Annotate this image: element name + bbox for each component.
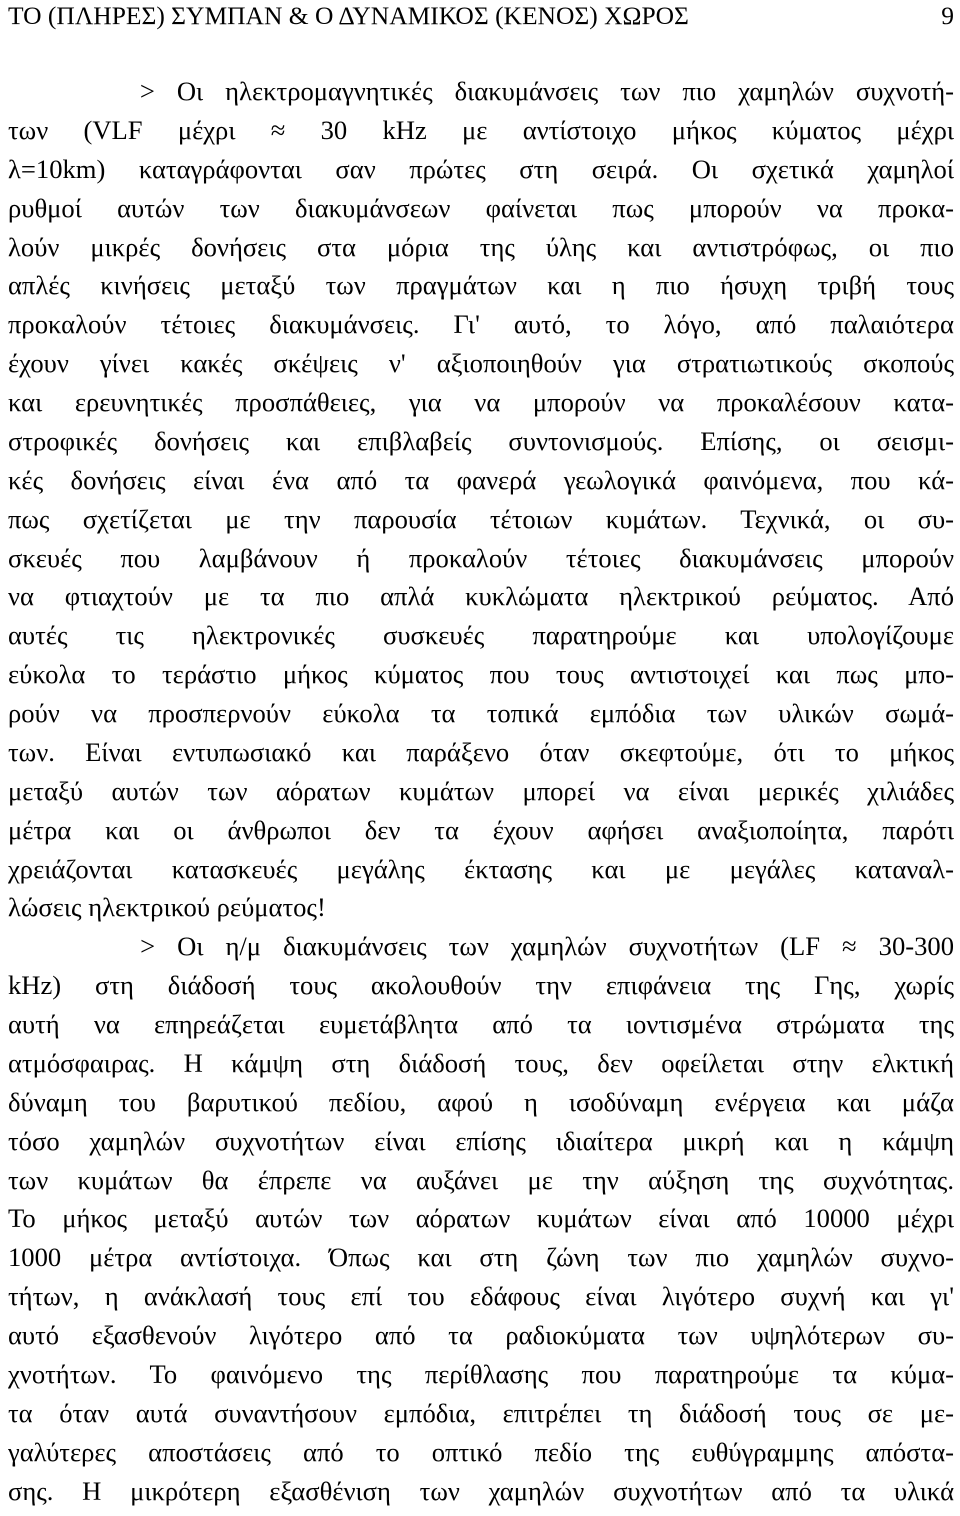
text-line: 1000 μέτρα αντίστοιχα. Όπως και στη ζώνη των πιο χαμηλών συχνο- <box>8 1242 954 1273</box>
text-line: αυτό εξασθενούν λιγότερο από τα ραδιοκύματα των υψηλότερων συ- <box>8 1320 954 1350</box>
text-line: κές δονήσεις είναι ένα από τα φανερά γεωλογικά φαινόμενα, που κά- <box>8 464 954 495</box>
text-line: στροφικές δονήσεις και επιβλαβείς συντονισμούς. Επίσης, οι σεισμι- <box>8 425 954 456</box>
text-line: των. Είναι εντυπωσιακό και παράξενο όταν σκεφτούμε, ότι το μήκος <box>8 736 954 767</box>
text-line: των (VLF μέχρι ≈ 30 kHz με αντίστοιχο μήκος κύματος μέχρι <box>8 114 954 145</box>
text-line: απλές κινήσεις μεταξύ των πραγμάτων και η πιο ήσυχη τριβή τους <box>8 270 954 301</box>
text-line: και ερευνητικές προσπάθειες, για να μπορούν να προκαλέσουν κατα- <box>8 387 954 417</box>
text-line: δύναμη του βαρυτικού πεδίου, αφού η ισοδύναμη ενέργεια και μάζα <box>8 1086 954 1117</box>
text-line: αυτή να επηρεάζεται ευμετάβλητα από τα ιοντισμένα στρώματα της <box>8 1009 954 1039</box>
text-line: λώσεις ηλεκτρικού ρεύματος! <box>8 892 326 923</box>
body-text <box>8 72 954 1510</box>
text-line: αυτές τις ηλεκτρονικές συσκευές παρατηρούμε και υπολογίζουμε <box>8 620 954 651</box>
text-line: γαλύτερες αποστάσεις από το οπτικό πεδίο της ευθύγραμμης απόστα- <box>8 1436 954 1467</box>
text-line: των κυμάτων θα έπρεπε να αυξάνει με την αύξηση της συχνότητας. <box>8 1164 954 1195</box>
chapter-title: ΤΟ (ΠΛΗΡΕΣ) ΣΥΜΠΑΝ & Ο ΔΥΝΑΜΙΚΟΣ (ΚΕΝΟΣ) ΧΩΡΟΣ <box>8 1 689 30</box>
text-line: πως σχετίζεται με την παρουσία τέτοιων κυμάτων. Τεχνικά, οι συ- <box>8 503 954 534</box>
text-line: προκαλούν τέτοιες διακυμάνσεις. Γι' αυτό, το λόγο, από παλαιότερα <box>8 309 954 340</box>
text-line: λ=10km) καταγράφονται σαν πρώτες στη σειρά. Οι σχετικά χαμηλοί <box>8 153 954 184</box>
text-line: χνοτήτων. Το φαινόμενο της περίθλασης που παρατηρούμε τα κύμα- <box>8 1358 954 1389</box>
text-line: μεταξύ αυτών των αόρατων κυμάτων μπορεί να είναι μερικές χιλιάδες <box>8 775 954 806</box>
text-line: ατμόσφαιρας. Η κάμψη στη διάδοσή τους, δεν οφείλεται στην ελκτική <box>8 1047 954 1078</box>
text-line: μέτρα και οι άνθρωποι δεν τα έχουν αφήσει αναξιοποίητα, παρότι <box>8 814 954 845</box>
text-line: τα όταν αυτά συναντήσουν εμπόδια, επιτρέπει τη διάδοσή τους σε με- <box>8 1397 954 1428</box>
text-line: > Οι η/μ διακυμάνσεις των χαμηλών συχνοτήτων (LF ≈ 30-300 <box>8 931 954 962</box>
text-line: σης. Η μικρότερη εξασθένιση των χαμηλών συχνοτήτων από τα υλικά <box>8 1475 954 1506</box>
text-line: έχουν γίνει κακές σκέψεις ν' αξιοποιηθούν για στρατιωτικούς σκοπούς <box>8 348 954 379</box>
text-line: να φτιαχτούν με τα πιο απλά κυκλώματα ηλεκτρικού ρεύματος. Από <box>8 581 954 612</box>
text-line: τήτων, η ανάκλασή τους επί του εδάφους είναι λιγότερο συχνή και γι' <box>8 1281 954 1312</box>
text-line: λούν μικρές δονήσεις στα μόρια της ύλης και αντιστρόφως, οι πιο <box>8 231 954 262</box>
text-line: σκευές που λαμβάνουν ή προκαλούν τέτοιες διακυμάνσεις μπορούν <box>8 542 954 573</box>
text-line: > Οι ηλεκτρομαγνητικές διακυμάνσεις των πιο χαμηλών συχνοτή- <box>8 76 954 106</box>
text-line: ρυθμοί αυτών των διακυμάνσεων φαίνεται πως μπορούν να προκα- <box>8 192 954 223</box>
text-line: kHz) στη διάδοσή τους ακολουθούν την επιφάνεια της Γης, χωρίς <box>8 970 954 1001</box>
page-number: 9 <box>941 1 954 30</box>
text-line: Το μήκος μεταξύ αυτών των αόρατων κυμάτων είναι από 10000 μέχρι <box>8 1203 954 1234</box>
text-line: ρούν να προσπερνούν εύκολα τα τοπικά εμπόδια των υλικών σωμά- <box>8 698 954 728</box>
text-line: εύκολα το τεράστιο μήκος κύματος που τους αντιστοιχεί και πως μπο- <box>8 659 954 690</box>
running-header <box>8 0 954 36</box>
text-line: χρειάζονται κατασκευές μεγάλης έκτασης και με μεγάλες καταναλ- <box>8 853 954 884</box>
text-line: τόσο χαμηλών συχνοτήτων είναι επίσης ιδιαίτερα μικρή και η κάμψη <box>8 1125 954 1156</box>
